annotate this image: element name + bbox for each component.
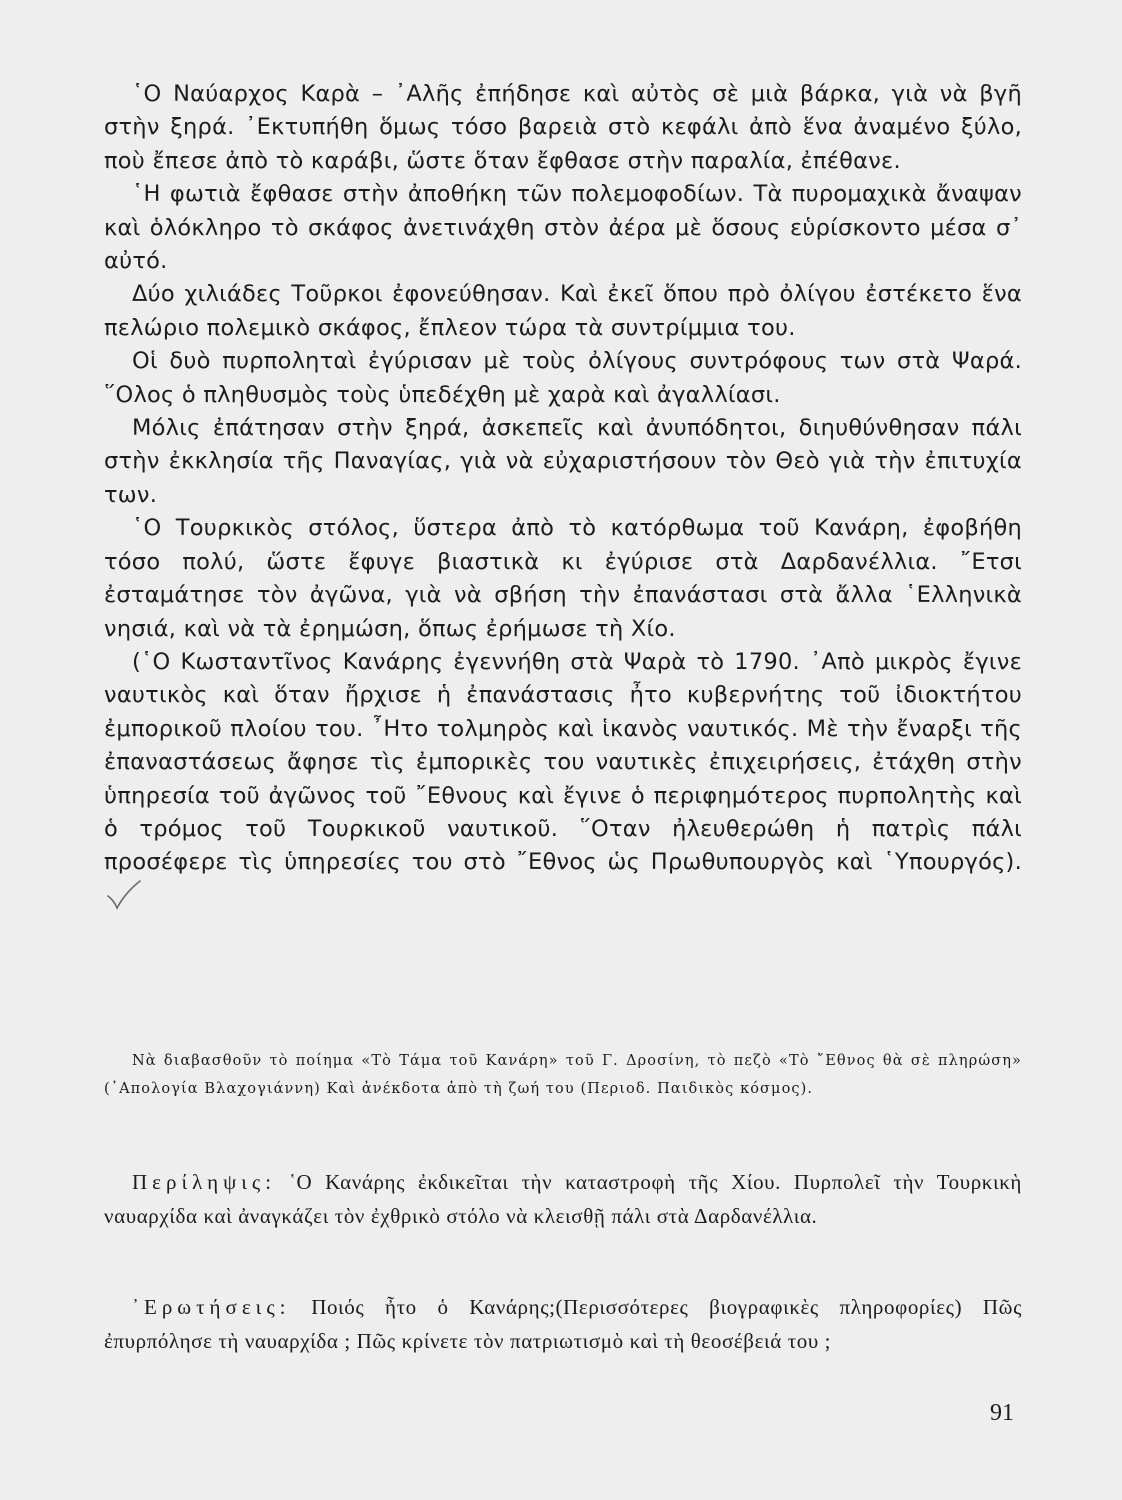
biography-paragraph [104, 646, 1022, 916]
reading-note-text: Νὰ διαβασθοῦν τὸ ποίημα «Τὸ Τάμα τοῦ Κανάρη» τοῦ Γ. Δροσίνη, τὸ πεζὸ «Τὸ ῎Εθνος θὰ σὲ πληρώση» (᾿Απολογία Βλαχογιάννη) Καὶ ἀνέκδοτα ἀπὸ τὴ ζωή του (Περιοδ. Παιδικὸς κόσμος). [104, 1053, 1022, 1097]
questions-paragraph [104, 1290, 1022, 1358]
biography-text: (῾Ο Κωσταντῖνος Κανάρης ἐγεννήθη στὰ Ψαρὰ τὸ 1790. ᾿Απὸ μικρὸς ἔγινε ναυτικὸς καὶ ὅταν ἤρχισε ἡ ἐπανάστασις ἦτο κυβερνήτης τοῦ ἰδιοκτήτου ἐμπορικοῦ πλοίου του. ῏Ητο τολμηρὸς καὶ ἱκανὸς ναυτικός. Μὲ τὴν ἔναρξι τῆς ἐπαναστάσεως ἄφησε τὶς ἐμπορικὲς του ναυτικὲς ἐπιχειρήσεις, ἐτάχθη στὴν ὑπηρεσία τοῦ ἀγῶνος τοῦ ῎Εθνους καὶ ἔγινε ὁ περιφημότερος πυρπολητὴς καὶ ὁ τρόμος τοῦ Τουρκικοῦ ναυτικοῦ. ῞Οταν ἠλευθερώθη ἡ πατρὶς πάλι προσέφερε τὶς ὑπηρεσίες του στὸ ῎Εθνος ὡς Πρωθυπουργὸς καὶ ῾Υπουργός). [104, 648, 1022, 876]
paragraph: Οἱ δυὸ πυρποληταὶ ἐγύρισαν μὲ τοὺς ὀλίγους συντρόφους των στὰ Ψαρά. ῞Ολος ὁ πληθυσμὸς τοὺς ὑπεδέχθη μὲ χαρὰ καὶ ἀγαλλίασι. [104, 348, 1022, 408]
paragraph: Δύο χιλιάδες Τοῦρκοι ἐφονεύθησαν. Καὶ ἐκεῖ ὅπου πρὸ ὀλίγου ἐστέκετο ἕνα πελώριο πολεμικὸ σκάφος, ἔπλεον τώρα τὰ συντρίμμια του. [104, 281, 1022, 341]
summary-text: ῾Ο Κανάρης ἐκδικεῖται τὴν καταστροφὴ τῆς Χίου. Πυρπολεῖ τὴν Τουρκικὴ ναυαρχίδα καὶ ἀναγκάζει τὸν ἐχθρικὸ στόλο νὰ κλεισθῇ πάλι στὰ Δαρδανέλλια. [104, 1170, 1022, 1228]
reading-note [104, 1048, 1022, 1103]
paragraph: Μόλις ἐπάτησαν στὴν ξηρά, ἀσκεπεῖς καὶ ἀνυπόδητοι, διηυθύνθησαν πάλι στὴν ἐκκλησία τῆς Παναγίας, γιὰ νὰ εὐχαριστήσουν τὸν Θεὸ γιὰ τὴν ἐπιτυχία των. [104, 415, 1022, 508]
questions-text: Ποιός ἦτο ὁ Κανάρης;(Περισσότερες βιογραφικὲς πληροφορίες) Πῶς ἐπυρπόλησε τὴ ναυαρχίδα ; Πῶς κρίνετε τὸν πατριωτισμὸ καὶ τὴ θεοσέβειά του ; [104, 1295, 1022, 1353]
questions-label: ᾿Ερωτήσεις: [132, 1295, 291, 1319]
paragraph: ῾Η φωτιὰ ἔφθασε στὴν ἀποθήκη τῶν πολεμοφοδίων. Τὰ πυρομαχικὰ ἄναψαν καὶ ὁλόκληρο τὸ σκάφος ἀνετινάχθη στὸν ἀέρα μὲ ὅσους εὑρίσκοντο μέσα σ᾿ αὐτό. [104, 181, 1022, 275]
summary-label: Περίληψις: [132, 1170, 277, 1194]
handwritten-checkmark-icon [106, 880, 142, 910]
main-text [104, 78, 1022, 916]
paragraph: ῾Ο Τουρκικὸς στόλος, ὕστερα ἀπὸ τὸ κατόρθωμα τοῦ Κανάρη, ἐφοβήθη τόσο πολύ, ὥστε ἔφυγε βιαστικὰ κι ἐγύρισε στὰ Δαρδανέλλια. ῎Ετσι ἐσταμάτησε τὸν ἀγῶνα, γιὰ νὰ σβήση τὴν ἐπανάστασι στὰ ἄλλα ῾Ελληνικὰ νησιά, καὶ νὰ τὰ ἐρημώση, ὅπως ἐρήμωσε τὴ Χίο. [104, 515, 1022, 642]
paragraph: ῾Ο Ναύαρχος Καρὰ – ᾿Αλῆς ἐπήδησε καὶ αὐτὸς σὲ μιὰ βάρκα, γιὰ νὰ βγῆ στὴν ξηρά. ᾿Εκτυπήθη ὅμως τόσο βαρειὰ στὸ κεφάλι ἀπὸ ἕνα ἀναμένο ξύλο, ποὺ ἔπεσε ἀπὸ τὸ καράβι, ὥστε ὅταν ἔφθασε στὴν παραλία, ἐπέθανε. [104, 81, 1022, 174]
summary-section [104, 1165, 1022, 1233]
questions-section [104, 1290, 1022, 1358]
page-number: 91 [990, 1400, 1014, 1426]
summary-paragraph [104, 1165, 1022, 1233]
